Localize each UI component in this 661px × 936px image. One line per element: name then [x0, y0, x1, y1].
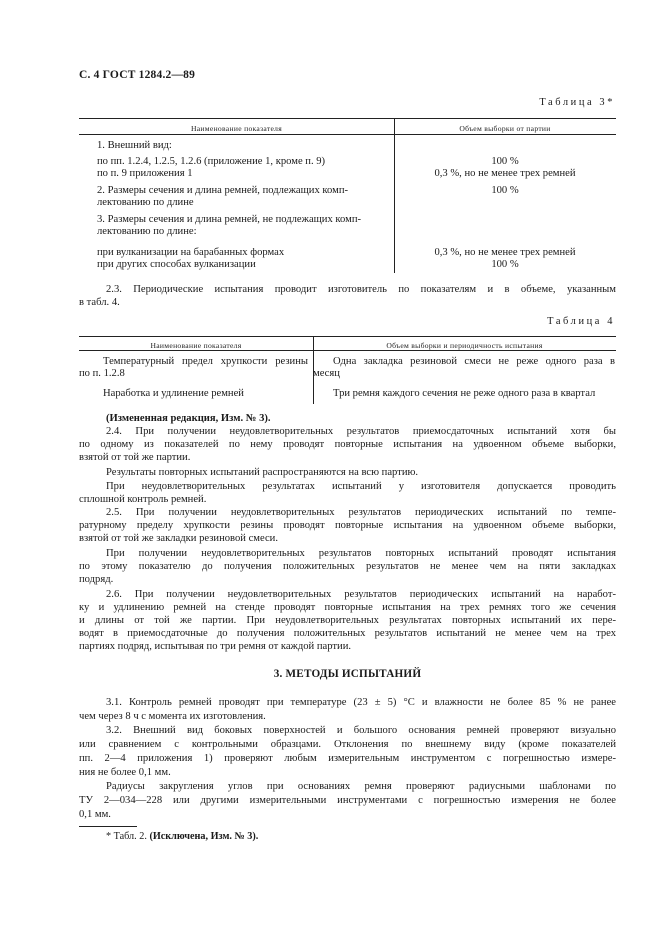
footnote-rule — [79, 826, 137, 827]
para-2-3-line2: в табл. 4. — [79, 297, 120, 308]
para-2-4-line2: по одному из показателей по нему проводят повторные испытания на удвоенном объеме выборки, — [79, 439, 616, 450]
para-manufacturer-line2: сплошной контроль ремней. — [79, 494, 207, 505]
para-2-6-line1: 2.6. При получении неудовлетворительных результатов периодических испытаний на наработ- — [106, 589, 616, 600]
table4-row2-right: Три ремня каждого сечения не реже одного раза в квартал — [333, 388, 596, 399]
table3-row1a-left: по пп. 1.2.4, 1.2.5, 1.2.6 (приложение 1, кроме п. 9) — [97, 156, 326, 167]
edit-note: (Измененная редакция, Изм. № 3). — [106, 413, 271, 424]
para-2-6-line2: ку и удлинению ремней на стенде проводят повторные испытания на трех ремнях того же сечения — [79, 602, 616, 613]
para-2-6-line3: и длины от той же партии. При неудовлетворительных результатах повторных испытаний их пере- — [79, 615, 616, 626]
table3-row2-line1: 2. Размеры сечения и длина ремней, подлежащих комп- — [97, 185, 349, 196]
para-3-2-line1: 3.2. Внешний вид боковых поверхностей и большого основания ремней проверяют визуально — [106, 725, 616, 736]
para-2-5-line1: 2.5. При получении неудовлетворительных результатов периодических испытаний по темпе- — [106, 507, 616, 518]
para-repeat2-line3: подряд. — [79, 574, 114, 585]
table4-col2-header: Объем выборки и периодичность испытания — [386, 341, 543, 350]
para-3-2-line3: пп. 2—4 приложения 1) проверяют любым измерительным инструментом с погрешностью измере- — [79, 753, 616, 764]
para-3-1-line2: чем через 8 ч с момента их изготовления. — [79, 711, 266, 722]
table3-top-rule — [79, 118, 616, 119]
page-header: С. 4 ГОСТ 1284.2—89 — [79, 69, 196, 81]
section-3-title: 3. МЕТОДЫ ИСПЫТАНИЙ — [273, 668, 422, 680]
para-2-3-line1: 2.3. Периодические испытания проводит изготовитель по показателям и в объеме, указанным — [106, 284, 616, 295]
table4-row1-left-line1: Температурный предел хрупкости резины — [103, 356, 308, 367]
para-2-6-line4: водят в приемосдаточные до получения положительных результатов испытаний не менее чем на трех — [79, 628, 616, 639]
table3-row1b-right: 0,3 %, но не менее трех ремней — [434, 168, 576, 179]
table3-row3a-left: при вулканизации на барабанных формах — [97, 247, 285, 258]
table3-row2-right: 100 % — [491, 185, 519, 196]
table3-row3b-left: при других способах вулканизации — [97, 259, 256, 270]
para-3-1-line1: 3.1. Контроль ремней проводят при температуре (23 ± 5) °С и влажности не более 85 % не ранее — [106, 697, 616, 708]
para-2-5-line2: ратурному пределу хрупкости резины проводят повторные испытания на удвоенном объеме выборки, — [79, 520, 616, 531]
table4-row1-right-line2: месяц — [313, 368, 340, 379]
table3-row3b-right: 100 % — [491, 259, 519, 270]
footnote — [106, 831, 258, 844]
para-2-5-line3: взятой от той же закладки резиновой смеси. — [79, 533, 278, 544]
para-2-4-line3: взятой от той же партии. — [79, 452, 191, 463]
table3-row1a-right: 100 % — [491, 156, 519, 167]
table3-col2-header: Объем выборки от партии — [459, 124, 551, 133]
table3-row3-line1: 3. Размеры сечения и длина ремней, не подлежащих комп- — [97, 214, 362, 225]
para-radius-line2: ТУ 2—034—228 или другими измерительными инструментами с погрешностью измерения не более — [79, 795, 616, 806]
table3-row3-line2: лектованию по длине: — [97, 226, 197, 237]
para-radius-line1: Радиусы закругления углов при основаниях ремня проверяют радиусными шаблонами по — [106, 781, 616, 792]
table3-row1-title: 1. Внешний вид: — [97, 140, 172, 151]
para-2-4-line1: 2.4. При получении неудовлетворительных результатов приемосдаточных испытаний хотя бы — [106, 426, 616, 437]
table4-top-rule — [79, 336, 616, 337]
table4-row1-left-line2: по п. 1.2.8 — [79, 368, 125, 379]
para-repeat2-line2: по этому показателю до получения положительных результатов не менее чем на пяти закладках — [79, 561, 616, 572]
table4-row1-right-line1: Одна закладка резиновой смеси не реже одного раза в — [333, 356, 615, 367]
table3-col1-header: Наименование показателя — [190, 124, 283, 133]
table4-row2-left: Наработка и удлинение ремней — [103, 388, 244, 399]
table3-label: Таблица 3* — [539, 97, 615, 108]
para-radius-line3: 0,1 мм. — [79, 809, 111, 820]
para-repeat2-line1: При получении неудовлетворительных результатов повторных испытаний проводят испытания — [106, 548, 616, 559]
table3-row1b-left: по п. 9 приложения 1 — [97, 168, 193, 179]
table3-row3a-right: 0,3 %, но не менее трех ремней — [434, 247, 576, 258]
table4-col1-header: Наименование показателя — [150, 341, 242, 350]
table4-label: Таблица 4 — [547, 316, 615, 327]
footnote-bold-text: (Исключена, Изм. № 3). — [149, 831, 259, 842]
para-manufacturer-line1: При неудовлетворительных результатах испытаний у изготовителя допускается проводить — [106, 481, 616, 492]
para-repeat-results: Результаты повторных испытаний распространяются на всю партию. — [106, 467, 419, 478]
para-3-2-line2: или сравнением с контрольными образцами. Отклонения по внешнему виду (кроме показателей — [79, 739, 616, 750]
para-3-2-line4: ния не более 0,1 мм. — [79, 767, 171, 778]
footnote-text: * Табл. 2. — [106, 831, 147, 842]
para-2-6-line5: партиях подряд, испытывая по три ремня от каждой партии. — [79, 641, 352, 652]
table3-row2-line2: лектованию по длине — [97, 197, 194, 208]
